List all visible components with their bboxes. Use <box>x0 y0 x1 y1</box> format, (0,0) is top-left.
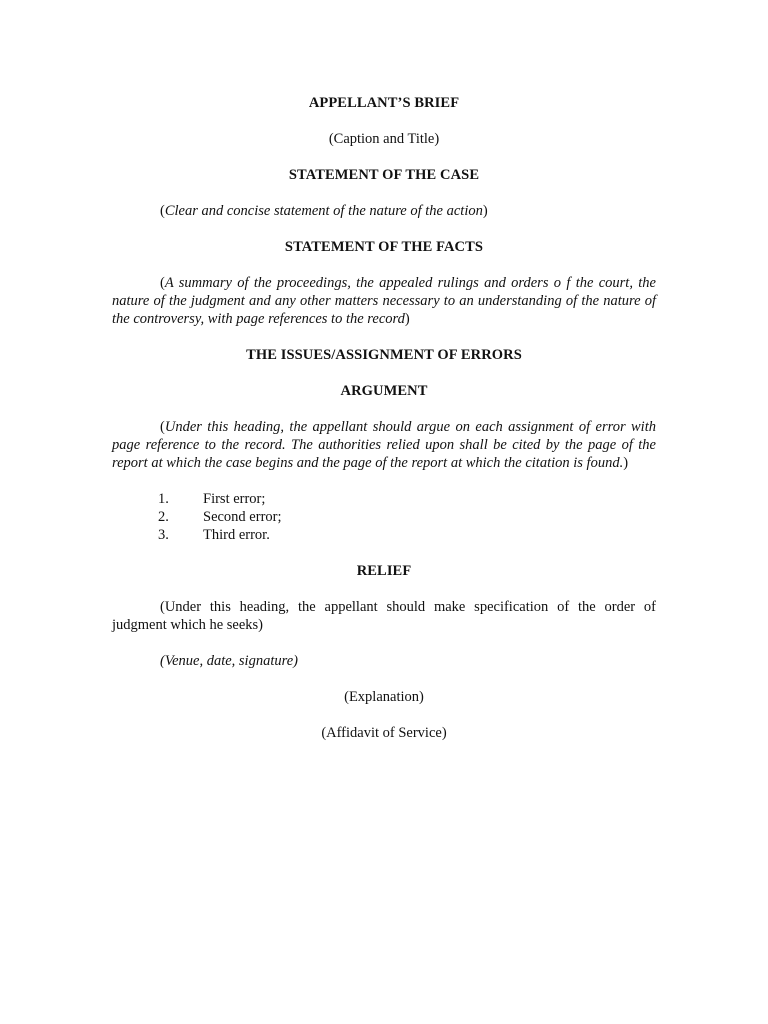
list-item-number: 3. <box>158 527 169 543</box>
relief-text: (Under this heading, the appellant should make specification of the order of judgment which he seeks) <box>112 599 656 633</box>
list-item <box>112 508 656 526</box>
explanation-note: (Explanation) <box>344 689 424 705</box>
argument-heading: ARGUMENT <box>340 383 428 399</box>
errors-list <box>112 490 656 544</box>
venue-line: (Venue, date, signature) <box>160 653 298 669</box>
paren-close: ) <box>404 311 410 327</box>
argument-italic: Under this heading, the appellant should argue on each assignment of error with page reference to the record. The authorities relied upon shall be cited by the page of the report at which the case begins and the page of the report at which the citation is found. <box>112 419 656 471</box>
statement-case-italic: Clear and concise statement of the nature of the action <box>164 203 483 219</box>
issues-heading: THE ISSUES/ASSIGNMENT OF ERRORS <box>246 347 522 363</box>
relief-heading: RELIEF <box>356 563 412 579</box>
list-item-text: Second error; <box>203 509 282 525</box>
statement-facts-italic: A summary of the proceedings, the appealed rulings and orders o f the court, the nature of the judgment and any other matters necessary to an understanding of the nature of the controversy, with page references to the record <box>112 275 656 327</box>
list-item-number: 1. <box>158 491 169 507</box>
paren-close: ) <box>623 455 629 471</box>
list-item <box>112 490 656 508</box>
paren-open: ( <box>160 275 165 291</box>
document-title: APPELLANT’S BRIEF <box>308 95 460 111</box>
paren-open: ( <box>160 203 165 219</box>
statement-case-text <box>112 202 656 220</box>
paren-open: ( <box>160 419 165 435</box>
statement-facts-heading: STATEMENT OF THE FACTS <box>284 239 484 255</box>
statement-facts-text <box>112 274 656 328</box>
affidavit-note: (Affidavit of Service) <box>321 725 447 741</box>
statement-case-heading: STATEMENT OF THE CASE <box>288 167 480 183</box>
paren-close: ) <box>482 203 488 219</box>
argument-text <box>112 418 656 472</box>
list-item-number: 2. <box>158 509 169 525</box>
list-item <box>112 526 656 544</box>
list-item-text: Third error. <box>203 527 270 543</box>
caption-note: (Caption and Title) <box>328 131 440 147</box>
brief-body <box>112 94 656 760</box>
list-item-text: First error; <box>203 491 266 507</box>
